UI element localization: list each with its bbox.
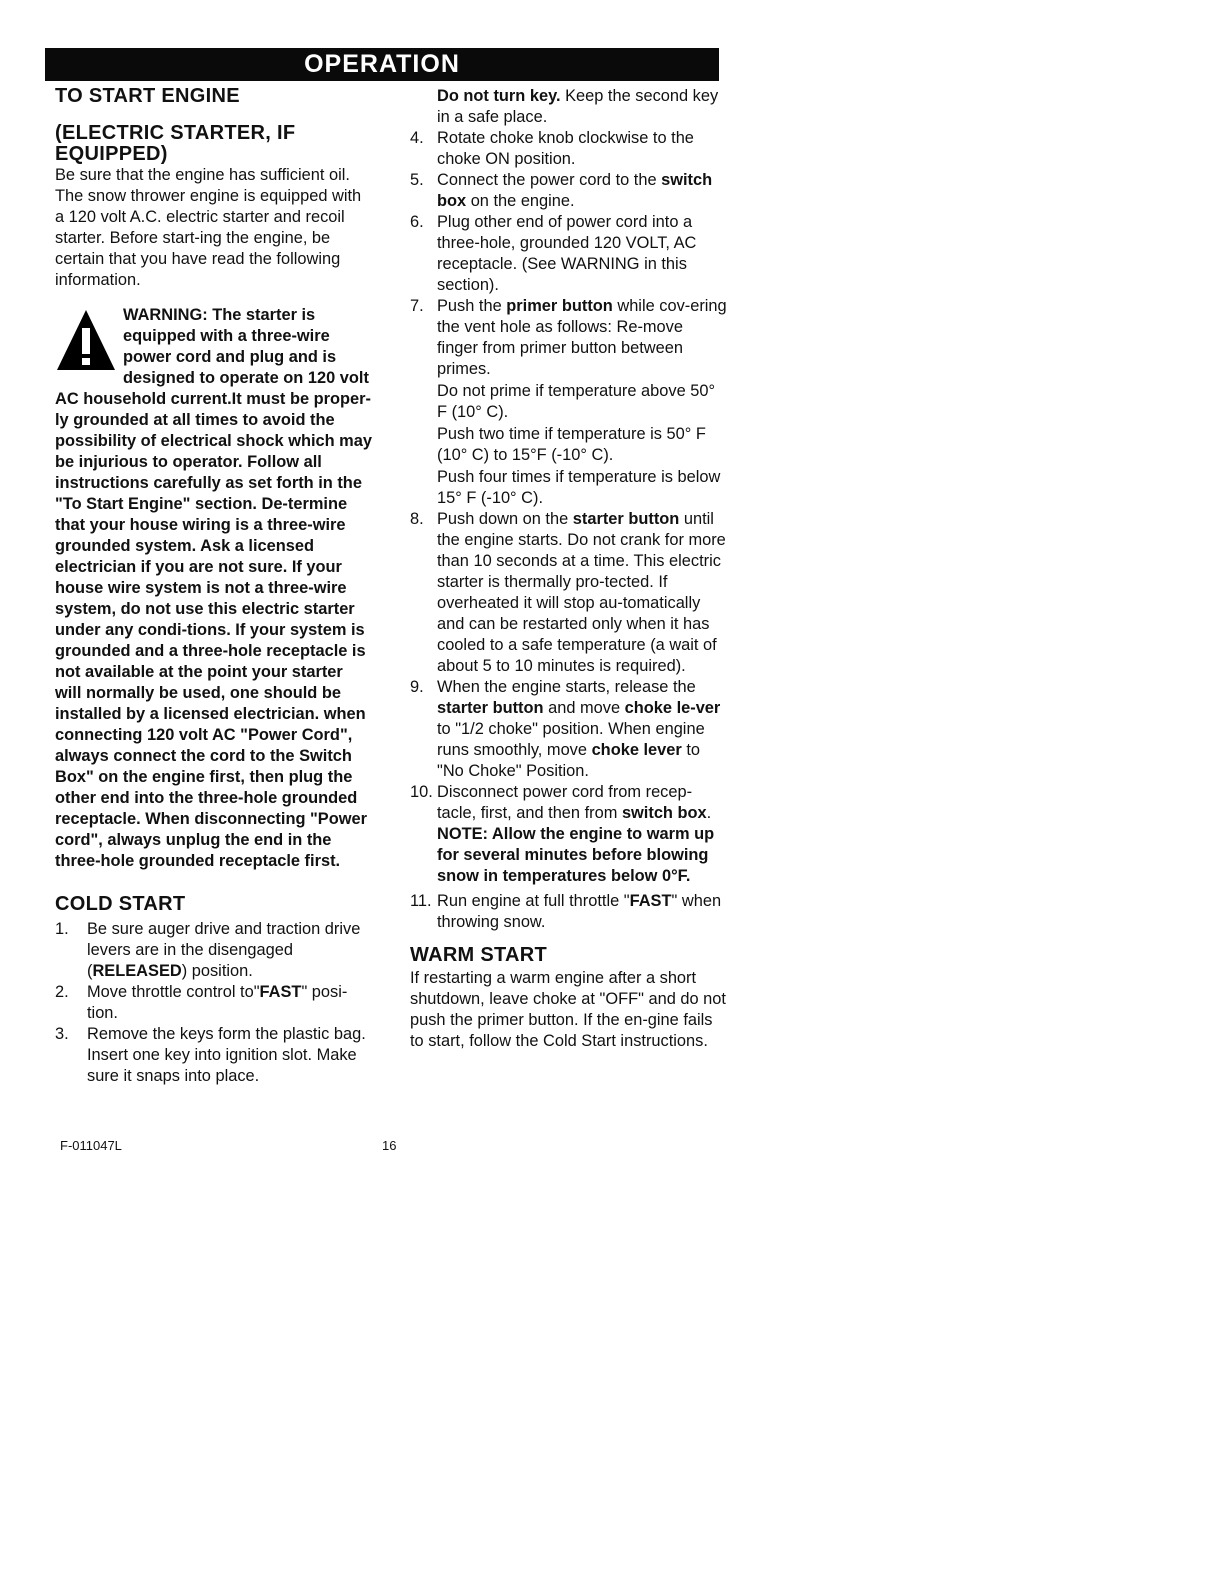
list-item <box>410 212 728 296</box>
list-item <box>55 919 373 982</box>
step-number: 4. <box>410 129 424 147</box>
step-bold: choke lever <box>591 741 682 759</box>
step-text: Remove the keys form the plastic bag. Insert one key into ignition slot. Make sure it snaps into place. <box>87 1025 366 1085</box>
right-steps <box>410 128 728 933</box>
step-bold: primer button <box>506 297 613 315</box>
list-item <box>55 1024 373 1087</box>
step-text: Push the <box>437 297 507 315</box>
warm-start-heading: WARM START <box>410 944 548 966</box>
step-text: Move throttle control to" <box>87 983 260 1001</box>
step-number: 7. <box>410 297 424 315</box>
step-bold: Do not turn key. <box>437 87 561 105</box>
step-text: Be sure auger drive and traction drive levers are in the disengaged ( <box>87 920 361 980</box>
list-item <box>410 782 728 887</box>
step-bold: switch box <box>621 804 707 822</box>
step-number: 9. <box>410 678 424 696</box>
step-text: until the engine starts. Do not crank for more than 10 seconds at a time. This electric starter is thermally pro-tected. If overheated it will stop au-tomatically and can be restarted only when it has cooled to a safe temperature (a wait of about 5 to 10 minutes is required). <box>437 510 726 675</box>
prime-note: Push two time if temperature is 50° F (10° C) to 15°F (-10° C). <box>437 425 706 464</box>
subsection-heading: (ELECTRIC STARTER, IF EQUIPPED) <box>55 122 296 165</box>
list-item <box>410 677 728 782</box>
step-text: " posi-tion. <box>87 983 348 1022</box>
step-number: 11. <box>410 892 432 910</box>
step-text: Run engine at full throttle " <box>437 892 630 910</box>
step-number: 10. <box>410 783 433 801</box>
warning-block <box>55 305 373 872</box>
step-text: . <box>706 804 712 822</box>
right-column <box>410 86 728 1052</box>
page-number: 16 <box>382 1138 397 1153</box>
list-item <box>410 170 728 212</box>
document-code: F-011047L <box>60 1138 122 1153</box>
cold-start-steps <box>55 919 373 1087</box>
step-bold: FAST <box>629 892 672 910</box>
step-number: 2. <box>55 983 69 1001</box>
step-text: and move <box>543 699 625 717</box>
step-text: while cov-ering the vent hole as follows: Re-move finger from primer button between primes. <box>437 297 727 378</box>
list-item <box>410 296 728 509</box>
cold-start-heading: COLD START <box>55 893 186 915</box>
step-number: 6. <box>410 213 424 231</box>
step-number: 8. <box>410 510 424 528</box>
step-bold: starter button <box>437 699 544 717</box>
step-text: Rotate choke knob clockwise to the choke ON position. <box>437 129 694 168</box>
step3-continued <box>410 86 728 128</box>
step-text: " when throwing snow. <box>437 892 722 931</box>
note-text: NOTE: Allow the engine to warm up for several minutes before blowing snow in temperatures below 0°F. <box>437 825 715 885</box>
step-bold: switch box <box>437 171 713 210</box>
list-item <box>410 128 728 170</box>
step-bold: RELEASED <box>92 962 182 980</box>
step-number: 3. <box>55 1025 69 1043</box>
step-text: to "No Choke" Position. <box>437 741 701 780</box>
step-text: Connect the power cord to the <box>437 171 662 189</box>
step-text: ) position. <box>181 962 253 980</box>
intro-paragraph: Be sure that the engine has sufficient oil. The snow thrower engine is equipped with a 120 volt A.C. electric starter and recoil starter. Before start-ing the engine, be certain that you have read the following information. <box>55 166 362 289</box>
section-heading: TO START ENGINE <box>55 85 240 107</box>
step-text: to "1/2 choke" position. When engine runs smoothly, move <box>437 720 705 759</box>
warm-start-paragraph: If restarting a warm engine after a short shutdown, leave choke at "OFF" and do not push the primer button. If the en-gine fails to start, follow the Cold Start instructions. <box>410 969 726 1050</box>
step-bold: choke le-ver <box>624 699 721 717</box>
step-text: on the engine. <box>466 192 575 210</box>
step-number: 5. <box>410 171 424 189</box>
step-number: 1. <box>55 920 69 938</box>
warning-text: WARNING: The starter is equipped with a three-wire power cord and plug and is designed to operate on 120 volt AC household current.It must be proper-ly grounded at all times to avoid the possibility of electrical shock which may be injurious to operator. Follow all instructions carefully as set forth in the "To Start Engine" section. De-termine that your house wiring is a three-wire grounded system. Ask a licensed electrician if you are not sure. If your house wire system is not a three-wire system, do not use this electric starter under any condi-tions. If your system is grounded and a three-hole receptacle is not available at the point your starter will normally be used, one should be installed by a licensed electrician. when connecting 120 volt AC "Power Cord", always connect the cord to the Switch Box" on the engine first, then plug the other end into the three-hole grounded receptacle. When disconnecting "Power cord", always unplug the end in the three-hole grounded receptacle first. <box>55 306 372 870</box>
step-bold: FAST <box>259 983 302 1001</box>
step-text: Keep the second key in a safe place. <box>437 87 719 126</box>
list-item <box>55 982 373 1024</box>
step-text: Disconnect power cord from recep-tacle, first, and then from <box>437 783 693 822</box>
step-text: When the engine starts, release the <box>437 678 696 696</box>
warning-triangle-icon <box>55 308 117 372</box>
prime-note: Push four times if temperature is below 15° F (-10° C). <box>437 468 721 507</box>
prime-note: Do not prime if temperature above 50° F (10° C). <box>437 382 716 421</box>
left-column <box>55 86 373 1087</box>
section-banner: OPERATION <box>45 48 719 81</box>
step-text: Plug other end of power cord into a three-hole, grounded 120 VOLT, AC receptacle. (See WARNING in this section). <box>437 213 697 294</box>
list-item <box>410 509 728 677</box>
step-bold: starter button <box>572 510 680 528</box>
list-item <box>410 891 728 933</box>
step-text: Push down on the <box>437 510 573 528</box>
